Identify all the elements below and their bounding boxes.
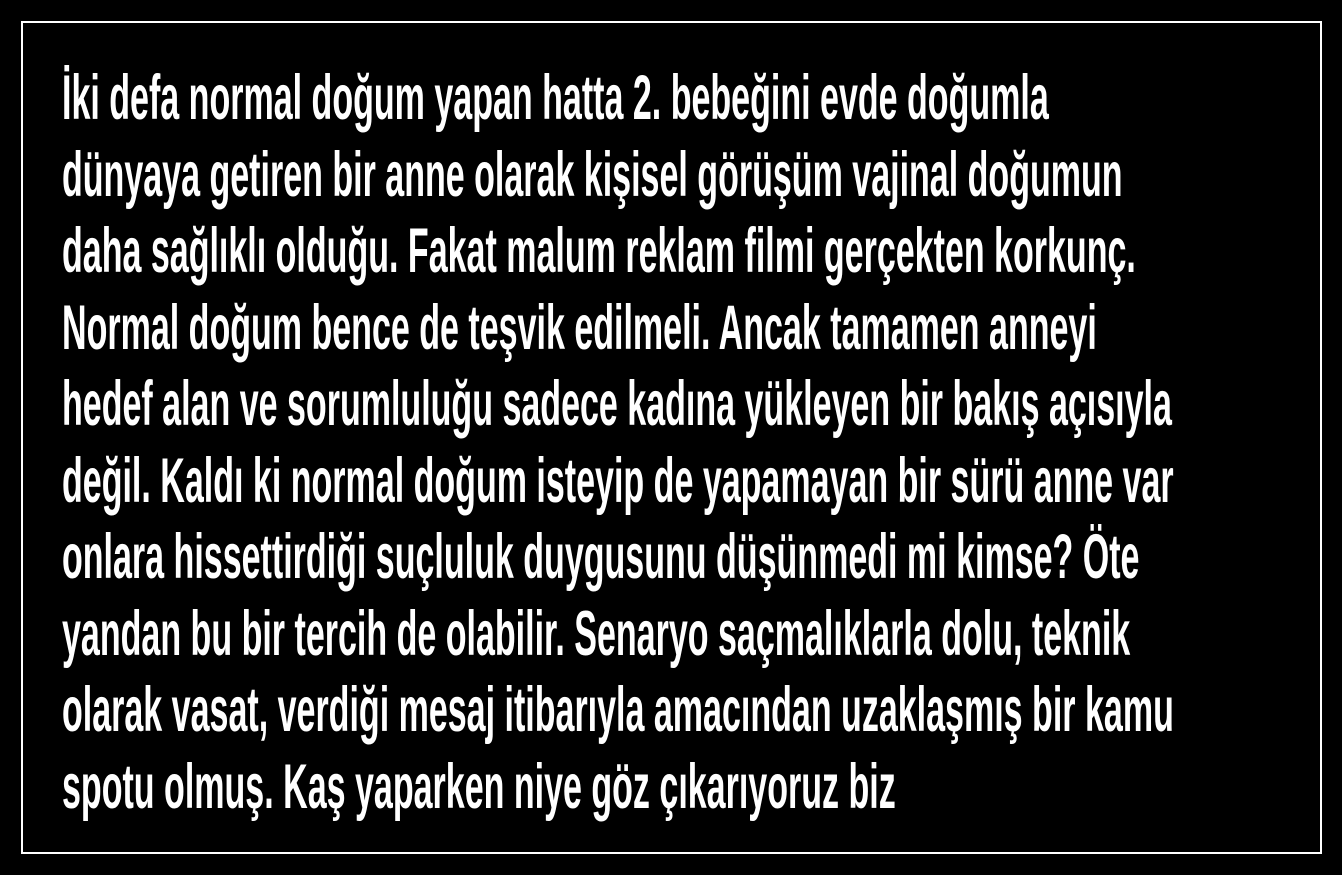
quote-line: onlara hissettirdiği suçluluk duygusunu düşünmedi mi kimse? Öte	[62, 522, 1140, 592]
quote-line: İki defa normal doğum yapan hatta 2. bebeğini evde doğumla	[62, 63, 1049, 133]
quote-line: hedef alan ve sorumluluğu sadece kadına yükleyen bir bakış açısıyla	[62, 369, 1172, 439]
quote-line: dünyaya getiren bir anne olarak kişisel görüşüm vajinal doğumun	[62, 139, 1123, 210]
quote-line: daha sağlıklı olduğu. Fakat malum reklam filmi gerçekten korkunç.	[62, 216, 1136, 286]
quote-line: Normal doğum bence de teşvik edilmeli. Ancak tamamen anneyi	[62, 292, 1097, 363]
quote-line: yandan bu bir tercih de olabilir. Senaryo saçmalıklarla dolu, teknik	[62, 598, 1131, 669]
quote-text	[62, 60, 1174, 825]
quote-line: olarak vasat, verdiği mesaj itibarıyla amacından uzaklaşmış bir kamu	[62, 675, 1174, 745]
quote-line: spotu olmuş. Kaş yaparken niye göz çıkarıyoruz biz	[62, 751, 896, 822]
quote-line: değil. Kaldı ki normal doğum isteyip de yapamayan bir sürü anne var	[62, 445, 1174, 516]
